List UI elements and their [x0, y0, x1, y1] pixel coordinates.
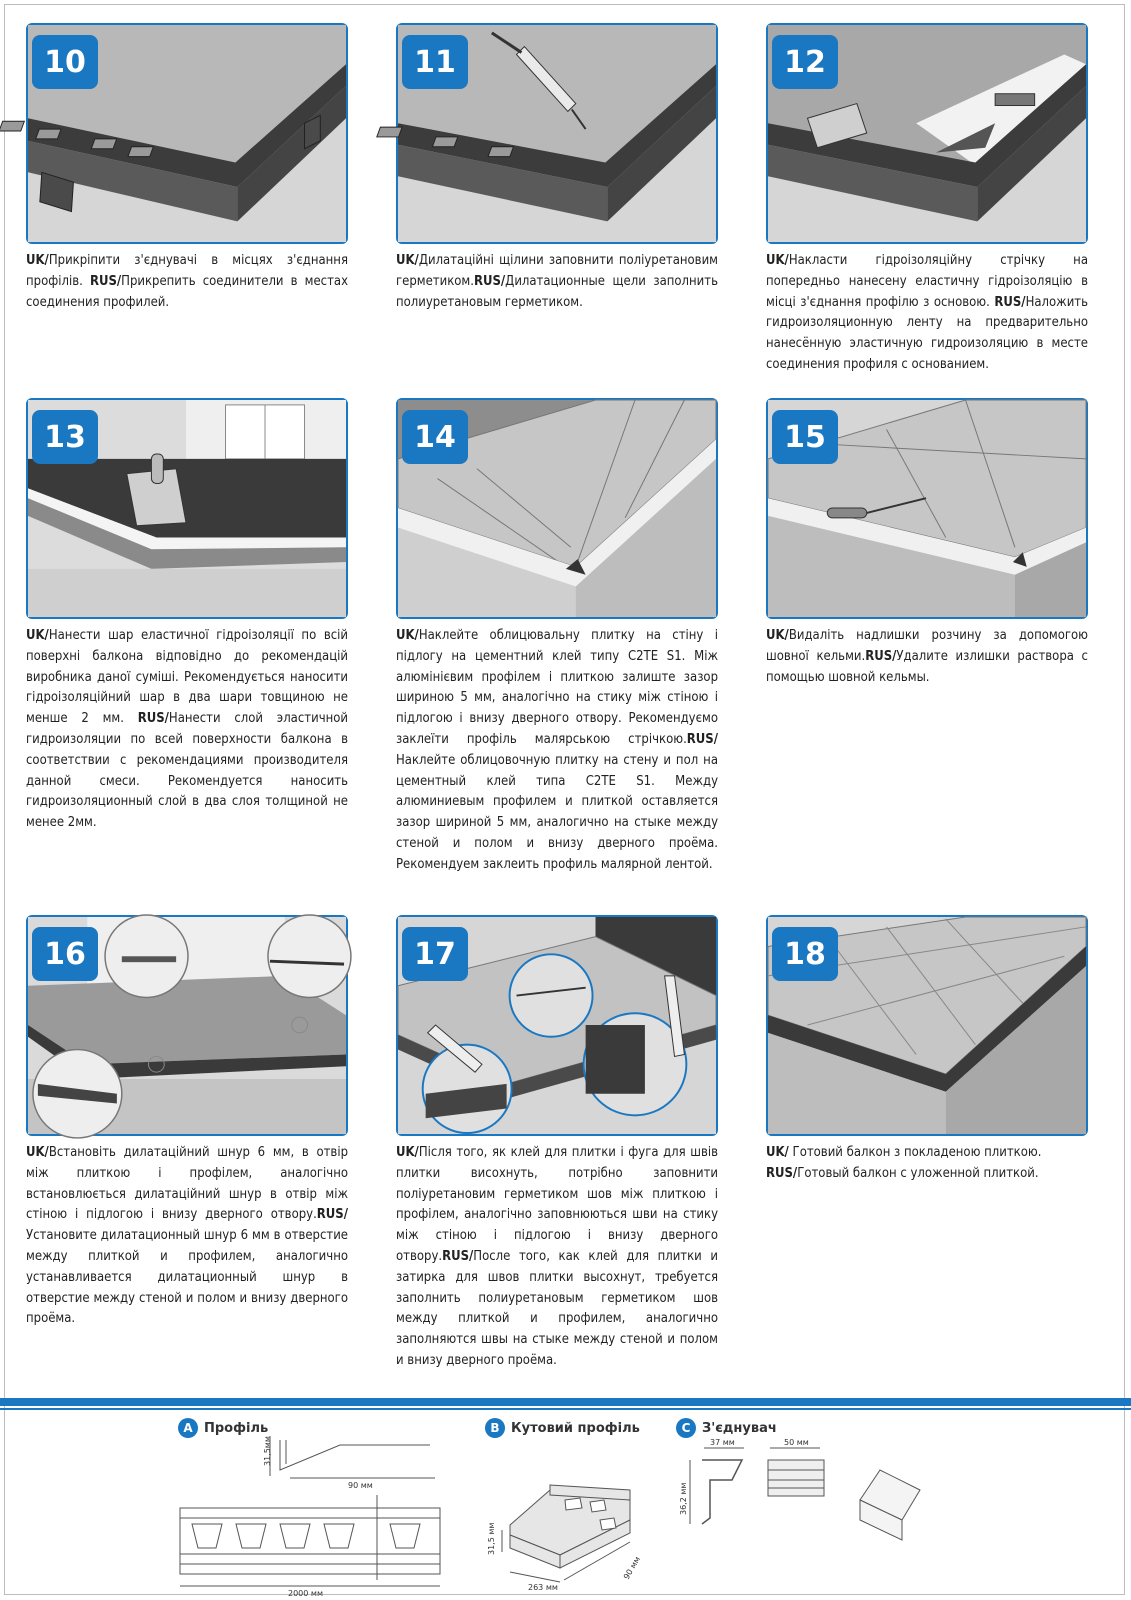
- step-15-text: [766, 626, 1088, 688]
- step-13-text: [26, 626, 348, 834]
- step-14-text: [396, 626, 718, 876]
- rus-instruction: Наложить гидроизоляционную ленту на предварительно нанесённую эластичную гидроизоляцию в месте соединения профиля с основанием.: [766, 294, 1088, 372]
- profile-c-title: [676, 1418, 777, 1438]
- profile-b-label: Кутовий профіль: [511, 1420, 640, 1436]
- step-number-badge: 13: [32, 410, 98, 464]
- uk-label: UK/: [766, 1145, 789, 1160]
- step-14-illustration: [396, 398, 718, 619]
- profile-a-drawing: [170, 1400, 460, 1600]
- step-17-illustration: [396, 915, 718, 1136]
- rus-instruction: Нанести слой эластичной гидроизоляции по всей поверхности балкона в соответствии с рекомендациями производителя данной смеси. Рекомендуется наносить гидроизоляционный слой в два слоя толщиной не менее 2мм.: [26, 711, 349, 831]
- step-13-illustration: [26, 398, 348, 619]
- step-18-illustration: [766, 915, 1088, 1136]
- step-10-illustration: [26, 23, 348, 244]
- step-number-badge: 17: [402, 927, 468, 981]
- rus-instruction: После того, как клей для плитки и затирка для швов плитки высохнут, требуется заполнить полиуретановым герметиком шов между плиткой и профилем, аналогично заполняются швы на стыке между стеной и полом и внизу дверного проёма.: [396, 1248, 718, 1368]
- step-17-text: [396, 1143, 718, 1372]
- step-16-illustration: [26, 915, 348, 1136]
- step-number-badge: 11: [402, 35, 468, 89]
- uk-instruction: Нанести шар еластичної гідроізоляції по всій поверхні балкона відповідно до рекомендацій виробника даної суміші. Рекомендується наносити гідроізоляційний шар в два шари товщиною не менше 2 мм.: [26, 628, 348, 727]
- rus-label: RUS/: [686, 731, 718, 747]
- rus-label: RUS/: [994, 294, 1026, 310]
- uk-label: UK/: [766, 628, 789, 643]
- rus-instruction: Прикрепить соединители в местах соединения профилей.: [26, 273, 348, 310]
- profile-b-title: [485, 1418, 640, 1438]
- profile-a-length-dim: 2000 мм: [288, 1589, 323, 1598]
- profile-c-width-dim: 37 мм: [710, 1438, 735, 1447]
- rus-label: RUS/: [442, 1248, 474, 1264]
- step-12-text: [766, 251, 1088, 376]
- step-number-badge: 14: [402, 410, 468, 464]
- rus-instruction: Дилатационные щели заполнить полиуретановым герметиком.: [396, 273, 718, 310]
- uk-label: UK/: [396, 253, 419, 268]
- uk-instruction: Готовий балкон з покладеною плиткою.: [788, 1145, 1042, 1160]
- rus-label: RUS/: [316, 1207, 348, 1223]
- step-11-text: [396, 251, 718, 313]
- profile-c-length-dim: 50 мм: [784, 1438, 809, 1447]
- uk-label: UK/: [766, 253, 789, 268]
- profile-b-drawing: [480, 1440, 660, 1595]
- rus-instruction: Готовый балкон с уложенной плиткой.: [797, 1165, 1039, 1181]
- profile-c-height-dim: 36,2 мм: [679, 1482, 688, 1515]
- step-16-text: [26, 1143, 348, 1330]
- rus-label: RUS/: [865, 648, 897, 664]
- profile-c-letter-icon: C: [676, 1418, 696, 1438]
- rus-instruction: Удалите излишки раствора с помощью шовной кельмы.: [766, 648, 1088, 685]
- rus-label: RUS/: [766, 1165, 798, 1181]
- profile-c-label: З'єднувач: [702, 1420, 777, 1436]
- step-11-illustration: [396, 23, 718, 244]
- uk-instruction: Після того, як клей для плитки і фуга для швів плитки висохнуть, потрібно заповнити поліуретановим герметиком шов між плиткою і профілем, аналогічно заповнюються шви на стику між стіною і підлогою і внизу дверного отвору.: [396, 1145, 718, 1264]
- uk-instruction: Накласти гідроізоляційну стрічку на попередньо нанесену еластичну гідроізоляцію в місці з'єднання профілю з основою.: [766, 253, 1088, 310]
- uk-instruction: Наклейте облицювальну плитку на стіну і підлогу на цементний клей типу C2TE S1. Між алюмінієвим профілем і плиткою залиште зазор шириною 5 мм, аналогічно на стику між стіною і підлогою і внизу дверного отвору. Рекомендуємо заклеїти профіль малярською стрічкою.: [396, 628, 718, 747]
- step-12-illustration: [766, 23, 1088, 244]
- profile-c-drawing: [680, 1440, 940, 1560]
- step-18-text: [766, 1143, 1088, 1185]
- profile-b-height-dim: 31,5 мм: [487, 1522, 496, 1555]
- rus-label: RUS/: [473, 273, 506, 289]
- uk-instruction: Видаліть надлишки розчину за допомогою шовної кельми.: [766, 628, 1088, 664]
- rus-label: RUS/: [89, 273, 122, 289]
- uk-instruction: Прикріпити з'єднувачі в місцях з'єднання профілів.: [26, 253, 348, 289]
- uk-label: UK/: [26, 628, 49, 643]
- uk-label: UK/: [26, 1145, 49, 1160]
- rus-label: RUS/: [137, 711, 169, 727]
- rus-instruction: Наклейте облицовочную плитку на стену и пол на цементный клей типа C2TE S1. Между алюминиевым профилем и плиткой оставляется зазор шириной 5 мм, аналогично на стыке между стеной и полом и внизу дверного проёма. Рекомендуем заклеить профиль малярной лентой.: [396, 752, 718, 872]
- profile-b-letter-icon: B: [485, 1418, 505, 1438]
- step-number-badge: 18: [772, 927, 838, 981]
- uk-instruction: Дилатаційні щілини заповнити поліуретановим герметиком.: [396, 253, 718, 289]
- uk-instruction: Встановіть дилатаційний шнур 6 мм, в отвір між плиткою і профілем, аналогічно встановлюється дилатаційний шнур в отвір між стіною і підлогою і внизу дверного отвору.: [26, 1145, 348, 1223]
- step-10-text: [26, 251, 348, 313]
- uk-label: UK/: [396, 1145, 419, 1160]
- rus-instruction: Установите дилатационный шнур 6 мм в отверстие между плиткой и профилем, аналогично устанавливается дилатационный шнур в отверстие между стеной и полом и внизу дверного проёма.: [26, 1228, 348, 1327]
- step-number-badge: 16: [32, 927, 98, 981]
- connector-3d-icon: [860, 1470, 920, 1540]
- profile-b-width-dim: 90 мм: [621, 1555, 643, 1581]
- step-15-illustration: [766, 398, 1088, 619]
- profile-a-label: Профіль: [204, 1420, 269, 1436]
- step-number-badge: 12: [772, 35, 838, 89]
- profile-a-width-dim: 90 мм: [348, 1481, 373, 1490]
- profile-a-height-dim: 31,5мм: [263, 1436, 272, 1466]
- profile-b-length-dim: 263 мм: [528, 1583, 558, 1592]
- uk-label: UK/: [26, 253, 49, 268]
- profile-a-letter-icon: A: [178, 1418, 198, 1438]
- step-number-badge: 10: [32, 35, 98, 89]
- uk-label: UK/: [396, 628, 419, 643]
- step-number-badge: 15: [772, 410, 838, 464]
